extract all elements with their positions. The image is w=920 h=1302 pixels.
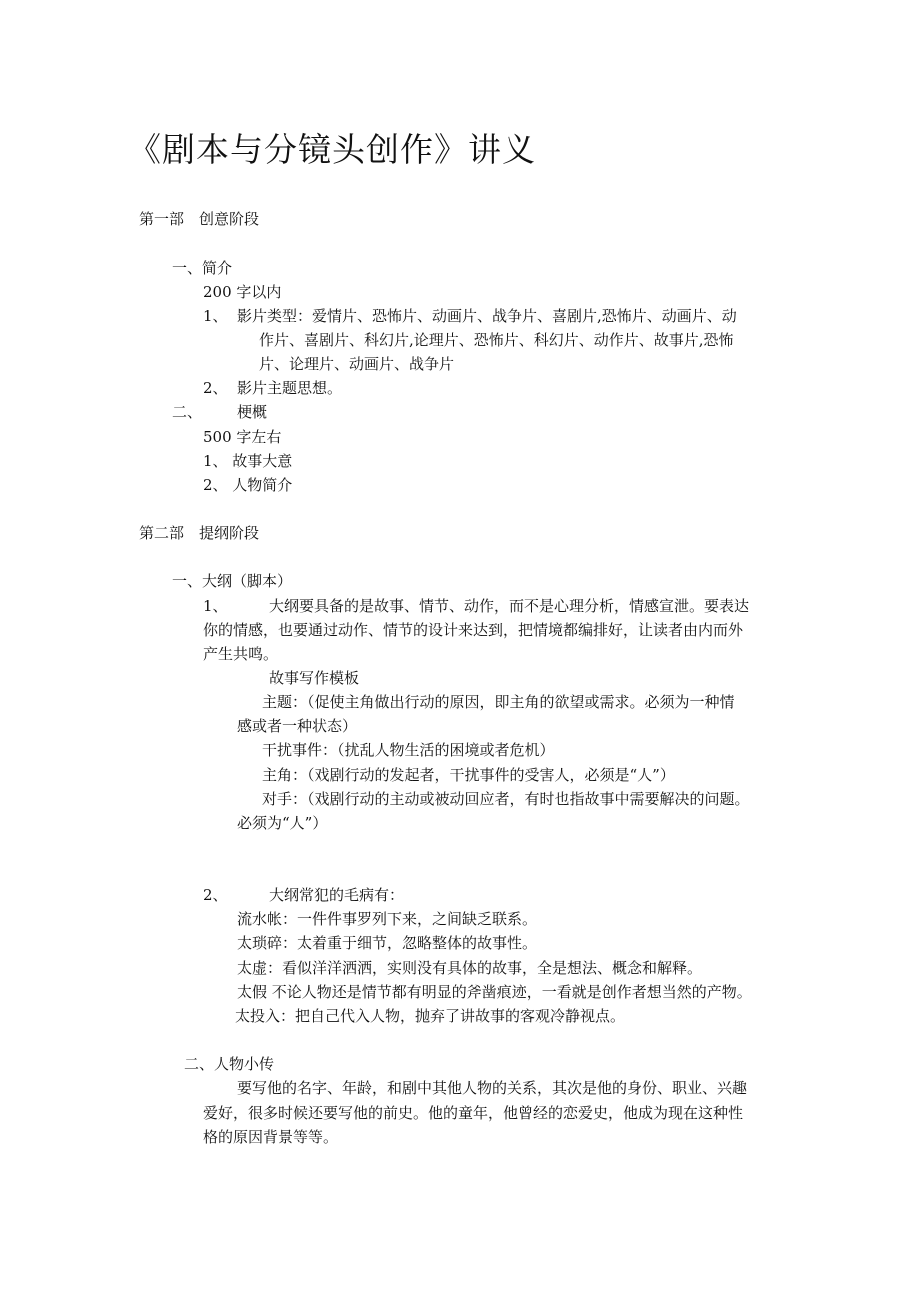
part2-sec1-heading: 一、大纲（脚本） <box>172 572 293 590</box>
part2-sec1-item1-line: 大纲要具备的是故事、情节、动作，而不是心理分析，情感宣泄。要表达 <box>269 597 750 615</box>
part1-sec2-note: 500 字左右 <box>203 428 282 446</box>
part1-sec1-item2-text: 影片主题思想。 <box>237 379 343 397</box>
part2-sec1-item2-number: 2、 <box>203 886 228 904</box>
story-template-line: 干扰事件：（扰乱人物生活的困境或者危机） <box>262 741 555 759</box>
part1-sec1-item1-line: 片、论理片、动画片、战争片 <box>259 355 455 373</box>
document-title: 《剧本与分镜头创作》讲义 <box>128 130 536 169</box>
part2-sec1-item1-line: 产生共鸣。 <box>203 645 279 663</box>
character-bio-line: 格的原因背景等等。 <box>203 1128 339 1146</box>
part1-sec1-item2-number: 2、 <box>203 379 228 397</box>
outline-problem-line: 太琐碎：太着重于细节，忽略整体的故事性。 <box>237 934 538 952</box>
part2-sec1-item2-heading: 大纲常犯的毛病有： <box>269 886 405 904</box>
story-template-line: 必须为“人”） <box>237 814 328 832</box>
part2-sec1-item1-number: 1、 <box>203 597 228 615</box>
outline-problem-line: 流水帐：一件件事罗列下来，之间缺乏联系。 <box>237 910 538 928</box>
part1-sec1-heading: 一、简介 <box>172 259 233 277</box>
part1-sec2-heading-text: 梗概 <box>237 403 268 421</box>
part2-sec1-item1-line: 你的情感，也要通过动作、情节的设计来达到，把情境都编排好，让读者由内而外 <box>203 621 744 639</box>
part1-heading: 第一部 创意阶段 <box>139 210 260 228</box>
story-template-line: 主角：（戏剧行动的发起者，干扰事件的受害人，必须是“人”） <box>262 766 675 784</box>
part1-sec1-item1-line: 影片类型：爱情片、恐怖片、动画片、战争片、喜剧片,恐怖片、动画片、动 <box>237 307 737 325</box>
character-bio-line: 要写他的名字、年龄，和剧中其他人物的关系，其次是他的身份、职业、兴趣 <box>237 1079 748 1097</box>
part1-sec2-heading-number: 二、 <box>172 403 203 421</box>
part1-sec2-item: 1、 故事大意 <box>203 452 293 470</box>
part1-sec1-note: 200 字以内 <box>203 283 282 301</box>
part1-sec1-item1-line: 作片、喜剧片、科幻片,论理片、恐怖片、科幻片、动作片、故事片,恐怖 <box>259 331 734 349</box>
part1-sec1-item1-number: 1、 <box>203 307 228 325</box>
part2-sec2-heading: 二、人物小传 <box>184 1055 275 1073</box>
outline-problem-line: 太投入：把自己代入人物，抛弃了讲故事的客观冷静视点。 <box>235 1007 626 1025</box>
story-template-line: 主题：（促使主角做出行动的原因，即主角的欲望或需求。必须为一种情 <box>262 693 735 711</box>
character-bio-line: 爱好，很多时候还要写他的前史。他的童年，他曾经的恋爱史，他成为现在这种性 <box>203 1104 744 1122</box>
part2-heading: 第二部 提纲阶段 <box>139 524 260 542</box>
part1-sec2-item: 2、 人物简介 <box>203 476 293 494</box>
outline-problem-line: 太虚：看似洋洋洒洒，实则没有具体的故事，全是想法、概念和解释。 <box>237 959 703 977</box>
story-template-heading: 故事写作模板 <box>269 669 360 687</box>
outline-problem-line: 太假 不论人物还是情节都有明显的斧凿痕迹，一看就是创作者想当然的产物。 <box>237 983 752 1001</box>
story-template-line: 对手：（戏剧行动的主动或被动回应者，有时也指故事中需要解决的问题。 <box>262 790 750 808</box>
story-template-line: 感或者一种状态） <box>237 717 358 735</box>
